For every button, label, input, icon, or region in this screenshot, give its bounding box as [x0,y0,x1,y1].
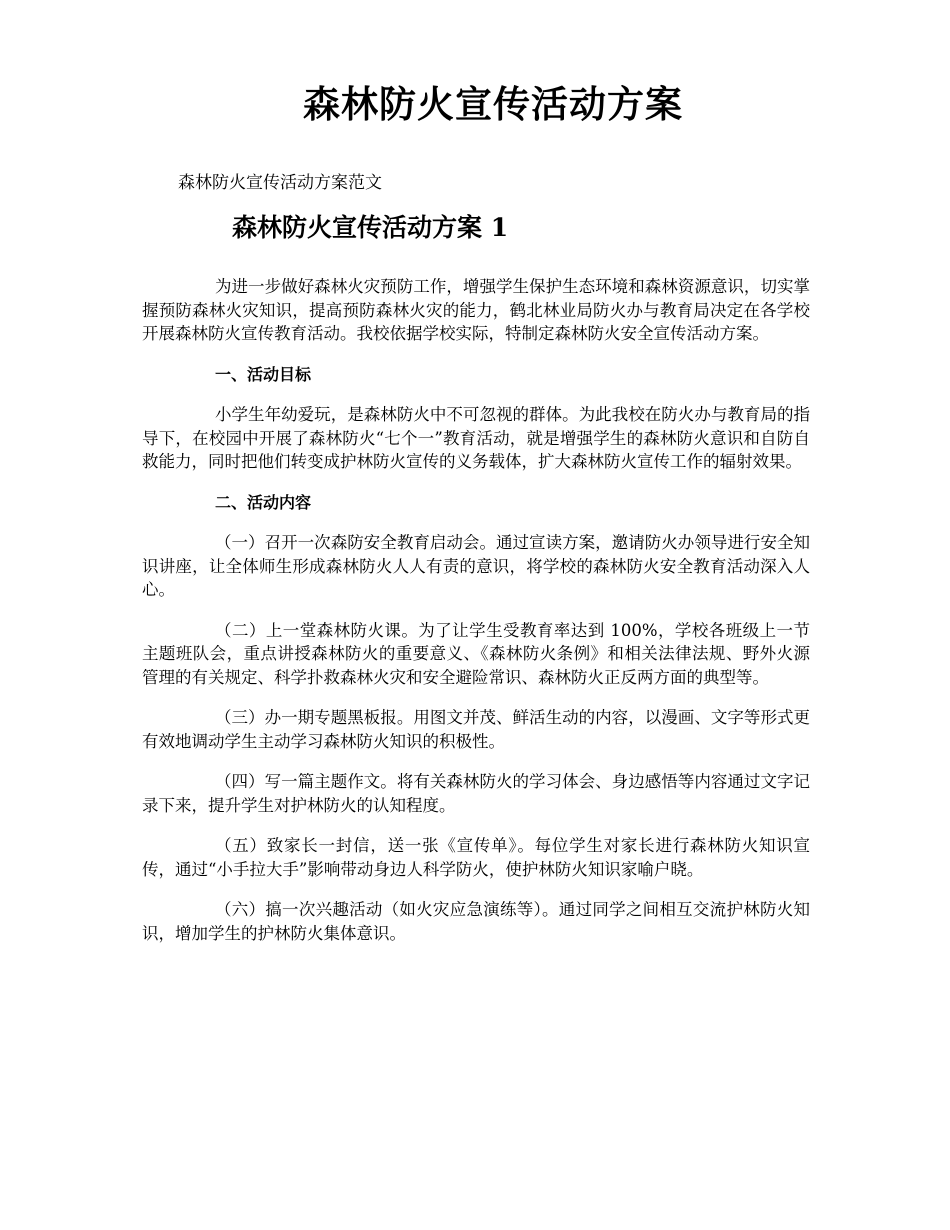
content-item-6: （六）搞一次兴趣活动（如火灾应急演练等）。通过同学之间相互交流护林防火知识，增加学生的护林防火集体意识。 [142,900,810,943]
heading-content: 二、活动内容 [215,492,312,512]
document-body [142,275,810,962]
heading-goals: 一、活动目标 [215,364,312,384]
intro-paragraph: 为进一步做好森林火灾预防工作，增强学生保护生态环境和森林资源意识，切实掌握预防森林火灾知识，提高预防森林火灾的能力，鹤北林业局防火办与教育局决定在各学校开展森林防火宣传教育活动。我校依据学校实际，特制定森林防火安全宣传活动方案。 [142,277,810,343]
goal-paragraph: 小学生年幼爱玩，是森林防火中不可忽视的群体。为此我校在防火办与教育局的指导下，在校园中开展了森林防火“七个一”教育活动，就是增强学生的森林防火意识和自防自救能力，同时把他们转变成护林防火宣传的义务载体，扩大森林防火宣传工作的辐射效果。 [142,405,810,471]
content-item-5: （五）致家长一封信，送一张《宣传单》。每位学生对家长进行森林防火知识宣传，通过“小手拉大手”影响带动身边人科学防火，使护林防火知识家喻户晓。 [142,836,810,879]
content-item-1: （一）召开一次森防安全教育启动会。通过宣读方案，邀请防火办领导进行安全知识讲座，让全体师生形成森林防火人人有责的意识，将学校的森林防火安全教育活动深入人心。 [142,533,810,599]
section-title: 森林防火宣传活动方案 1 [232,213,509,242]
document-subtitle: 森林防火宣传活动方案范文 [178,173,382,193]
document-title: 森林防火宣传活动方案 [303,82,683,126]
content-item-3: （三）办一期专题黑板报。用图文并茂、鲜活生动的内容，以漫画、文字等形式更有效地调动学生主动学习森林防火知识的积极性。 [142,708,810,751]
content-item-2: （二）上一堂森林防火课。为了让学生受教育率达到 100%，学校各班级上一节主题班队会，重点讲授森林防火的重要意义、《森林防火条例》和相关法律法规、野外火源管理的有关规定、科学扑救森林火灾和安全避险常识、森林防火正反两方面的典型等。 [142,620,810,687]
content-item-4: （四）写一篇主题作文。将有关森林防火的学习体会、身边感悟等内容通过文字记录下来，提升学生对护林防火的认知程度。 [142,772,810,815]
